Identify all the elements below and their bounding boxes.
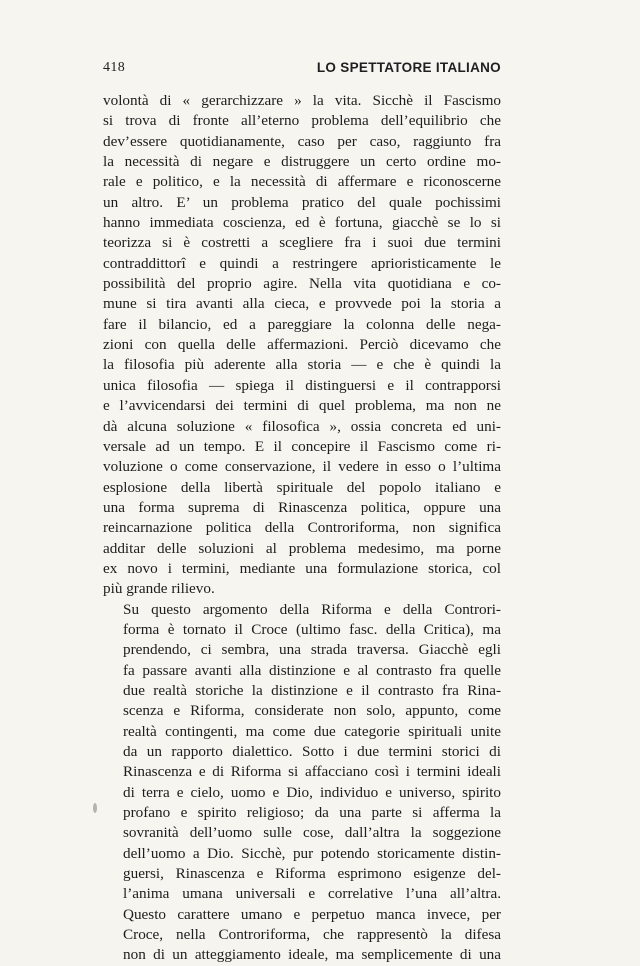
text-line: rale e politico, e la necessità di affermare e riconoscerne bbox=[103, 173, 501, 191]
text-line: additar delle soluzioni al problema medesimo, ma porne bbox=[103, 539, 501, 557]
text-line: Su questo argomento della Riforma e della Controri- bbox=[123, 600, 501, 618]
text-line: Rinascenza e di Riforma si affacciano così i termini ideali bbox=[123, 763, 501, 781]
text-line: la filosofia più aderente alla storia — e che è quindi la bbox=[103, 356, 501, 374]
text-line: esplosione della libertà spirituale del popolo italiano e bbox=[103, 478, 501, 496]
text-line: l’anima umana universali e correlative l’una all’altra. bbox=[123, 885, 501, 903]
text-line: Croce, nella Controriforma, che rappresentò la difesa bbox=[123, 926, 501, 944]
text-line: di terra e cielo, uomo e Dio, individuo e universo, spirito bbox=[123, 783, 501, 801]
text-line: profano e spirito religioso; da una parte si afferma la bbox=[123, 804, 501, 822]
page-header bbox=[103, 60, 501, 84]
text-line: volontà di « gerarchizzare » la vita. Sicchè il Fascismo bbox=[103, 92, 501, 109]
text-line: zioni con quella delle affermazioni. Perciò dicevamo che bbox=[103, 336, 501, 354]
text-line: teorizza si è costretti a scegliere fra i suoi due termini bbox=[103, 234, 501, 252]
text-line: guersi, Rinascenza e Riforma esprimono esigenze del- bbox=[123, 865, 501, 883]
text-line: possibilità del proprio agire. Nella vita quotidiana e co- bbox=[103, 275, 501, 293]
text-line: Questo carattere umano e perpetuo manca invece, per bbox=[123, 905, 501, 923]
text-line: realtà contingenti, ma come due categorie spirituali unite bbox=[123, 722, 501, 740]
text-line: dà alcuna soluzione « filosofica », ossia concreta ed uni- bbox=[103, 417, 501, 435]
text-line: più grande rilievo. bbox=[103, 580, 215, 598]
text-line: la necessità di negare e distruggere un certo ordine mo- bbox=[103, 153, 501, 171]
ink-blot bbox=[93, 803, 97, 813]
text-line: da un rapporto dialettico. Sotto i due termini storici di bbox=[123, 743, 501, 760]
text-line: due realtà storiche la distinzione e il contrasto fra Rina- bbox=[123, 681, 501, 699]
text-line: sovranità dell’uomo sulle cose, dall’altra la soggezione bbox=[123, 824, 501, 842]
text-line: non di un atteggiamento ideale, ma semplicemente di una bbox=[123, 946, 501, 964]
running-head: LO SPETTATORE ITALIANO bbox=[316, 60, 501, 75]
text-line: contraddittorî e quindi a restringere aprioristicamente le bbox=[103, 254, 501, 272]
text-line: ex novo i termini, mediante una formulazione storica, col bbox=[103, 559, 501, 577]
text-line: voluzione o come conservazione, il vedere in esso o l’ultima bbox=[103, 458, 501, 476]
text-line: una forma suprema di Rinascenza politica, oppure una bbox=[103, 498, 501, 516]
text-line: mune si tira avanti alla cieca, e provvede poi la storia a bbox=[103, 295, 501, 313]
page-number: 418 bbox=[103, 60, 126, 75]
text-line: fa passare avanti alla distinzione e al contrasto fra quelle bbox=[123, 661, 501, 679]
paragraph-1 bbox=[103, 91, 501, 600]
text-line: reincarnazione politica della Controriforma, non significa bbox=[103, 519, 501, 537]
body-text bbox=[103, 91, 501, 966]
text-line: forma è tornato il Croce (ultimo fasc. della Critica), ma bbox=[123, 620, 501, 638]
paragraph-2 bbox=[103, 600, 501, 966]
text-line: si trova di fronte all’eterno problema dell’equilibrio che bbox=[103, 112, 501, 130]
text-line: prendendo, ci sembra, una strada traversa. Giacchè egli bbox=[123, 641, 501, 659]
text-line: e l’avvicendarsi dei termini di quel problema, ma non ne bbox=[103, 397, 501, 415]
text-line: scenza e Riforma, considerate non solo, appunto, come bbox=[123, 702, 501, 720]
text-line: hanno immediata coscienza, ed è fortuna, giacchè se lo si bbox=[103, 214, 501, 232]
text-line: un altro. E’ un problema pratico del quale pochissimi bbox=[103, 193, 501, 211]
text-line: unica filosofia — spiega il distinguersi e il contrapporsi bbox=[103, 376, 501, 394]
text-line: fare il bilancio, ed a pareggiare la colonna delle nega- bbox=[103, 315, 501, 333]
text-line: dell’uomo a Dio. Sicchè, pur potendo storicamente distin- bbox=[123, 844, 501, 862]
text-line: versale ad un tempo. E il concepire il Fascismo come ri- bbox=[103, 437, 501, 455]
text-line: dev’essere quotidianamente, caso per caso, raggiunto fra bbox=[103, 132, 501, 150]
